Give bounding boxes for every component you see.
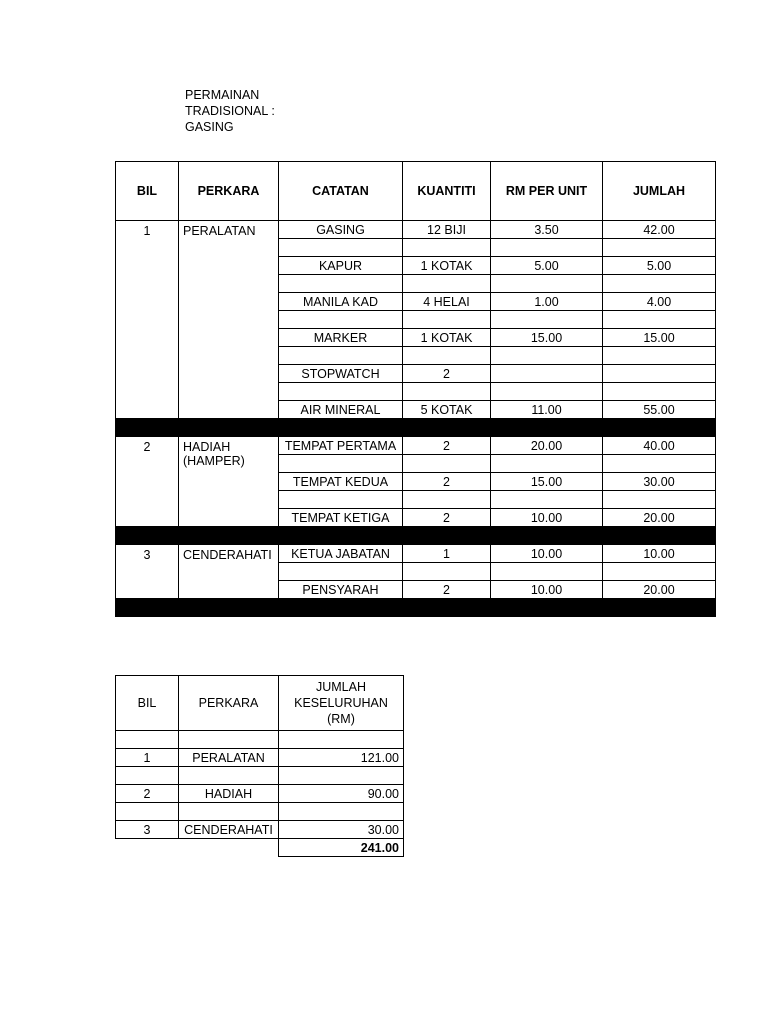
cell-rm-per-unit: 20.00 [491,437,603,455]
cell-kuantiti: 12 BIJI [403,221,491,239]
cell-jumlah: 5.00 [603,257,716,275]
summary-header-bil: BIL [116,676,179,731]
document-title [185,87,275,135]
cell-jumlah: 20.00 [603,581,716,599]
cell-kuantiti: 2 [403,473,491,491]
cell-rm-per-unit: 10.00 [491,581,603,599]
cell-rm-per-unit: 11.00 [491,401,603,419]
title-line: GASING [185,120,234,134]
group-bil: 3 [116,545,179,599]
summary-bil: 2 [116,785,179,803]
cell-rm-per-unit [491,365,603,383]
cell-catatan: PENSYARAH [279,581,403,599]
cell-catatan: KETUA JABATAN [279,545,403,563]
header-jumlah: JUMLAH [603,162,716,221]
summary-total: 241.00 [279,839,404,857]
summary-header-row [116,676,404,731]
summary-perkara: CENDERAHATI [179,821,279,839]
header-bil: BIL [116,162,179,221]
group-perkara: CENDERAHATI [179,545,279,599]
cell-rm-per-unit: 15.00 [491,329,603,347]
group-bil: 2 [116,437,179,527]
cell-catatan: MANILA KAD [279,293,403,311]
header-catatan: CATATAN [279,162,403,221]
group-bil: 1 [116,221,179,419]
cell-jumlah [603,365,716,383]
cell-jumlah: 15.00 [603,329,716,347]
summary-header-jumlah: JUMLAH KESELURUHAN (RM) [279,676,404,731]
group-separator [116,419,716,437]
cell-jumlah: 30.00 [603,473,716,491]
summary-bil: 3 [116,821,179,839]
title-line: TRADISIONAL : [185,104,275,118]
perkara-line: HADIAH [183,440,231,454]
summary-perkara: PERALATAN [179,749,279,767]
cell-kuantiti: 1 KOTAK [403,257,491,275]
header-rm-per-unit: RM PER UNIT [491,162,603,221]
cell-catatan: GASING [279,221,403,239]
empty-row [116,803,404,821]
summary-perkara: HADIAH [179,785,279,803]
cell-catatan: MARKER [279,329,403,347]
cell-rm-per-unit: 1.00 [491,293,603,311]
group-separator [116,599,716,617]
header-kuantiti: KUANTITI [403,162,491,221]
cell-jumlah: 20.00 [603,509,716,527]
table-row [116,437,716,455]
group-perkara: PERALATAN [179,221,279,419]
cell-rm-per-unit: 5.00 [491,257,603,275]
cell-rm-per-unit: 10.00 [491,509,603,527]
summary-header-perkara: PERKARA [179,676,279,731]
budget-table [115,161,716,617]
summary-row [116,749,404,767]
cell-jumlah: 40.00 [603,437,716,455]
cell-kuantiti: 2 [403,581,491,599]
cell-catatan: TEMPAT PERTAMA [279,437,403,455]
cell-jumlah: 10.00 [603,545,716,563]
empty-row [116,767,404,785]
cell-kuantiti: 1 [403,545,491,563]
cell-kuantiti: 1 KOTAK [403,329,491,347]
cell-jumlah: 42.00 [603,221,716,239]
summary-bil: 1 [116,749,179,767]
cell-rm-per-unit: 10.00 [491,545,603,563]
cell-jumlah: 55.00 [603,401,716,419]
table-row [116,545,716,563]
cell-catatan: STOPWATCH [279,365,403,383]
cell-catatan: TEMPAT KEDUA [279,473,403,491]
group-separator [116,527,716,545]
cell-catatan: KAPUR [279,257,403,275]
table-header-row [116,162,716,221]
table-row [116,221,716,239]
cell-kuantiti: 5 KOTAK [403,401,491,419]
title-line: PERMAINAN [185,88,260,102]
cell-catatan: TEMPAT KETIGA [279,509,403,527]
empty-row [116,731,404,749]
cell-jumlah: 4.00 [603,293,716,311]
perkara-line: (HAMPER) [183,454,245,468]
summary-table [115,675,404,857]
cell-rm-per-unit: 3.50 [491,221,603,239]
summary-jumlah: 30.00 [279,821,404,839]
summary-jumlah: 121.00 [279,749,404,767]
summary-total-row [116,839,404,857]
cell-kuantiti: 4 HELAI [403,293,491,311]
summary-row [116,821,404,839]
summary-jumlah: 90.00 [279,785,404,803]
cell-kuantiti: 2 [403,509,491,527]
header-perkara: PERKARA [179,162,279,221]
summary-row [116,785,404,803]
cell-kuantiti: 2 [403,365,491,383]
cell-rm-per-unit: 15.00 [491,473,603,491]
group-perkara [179,437,279,527]
cell-kuantiti: 2 [403,437,491,455]
cell-catatan: AIR MINERAL [279,401,403,419]
